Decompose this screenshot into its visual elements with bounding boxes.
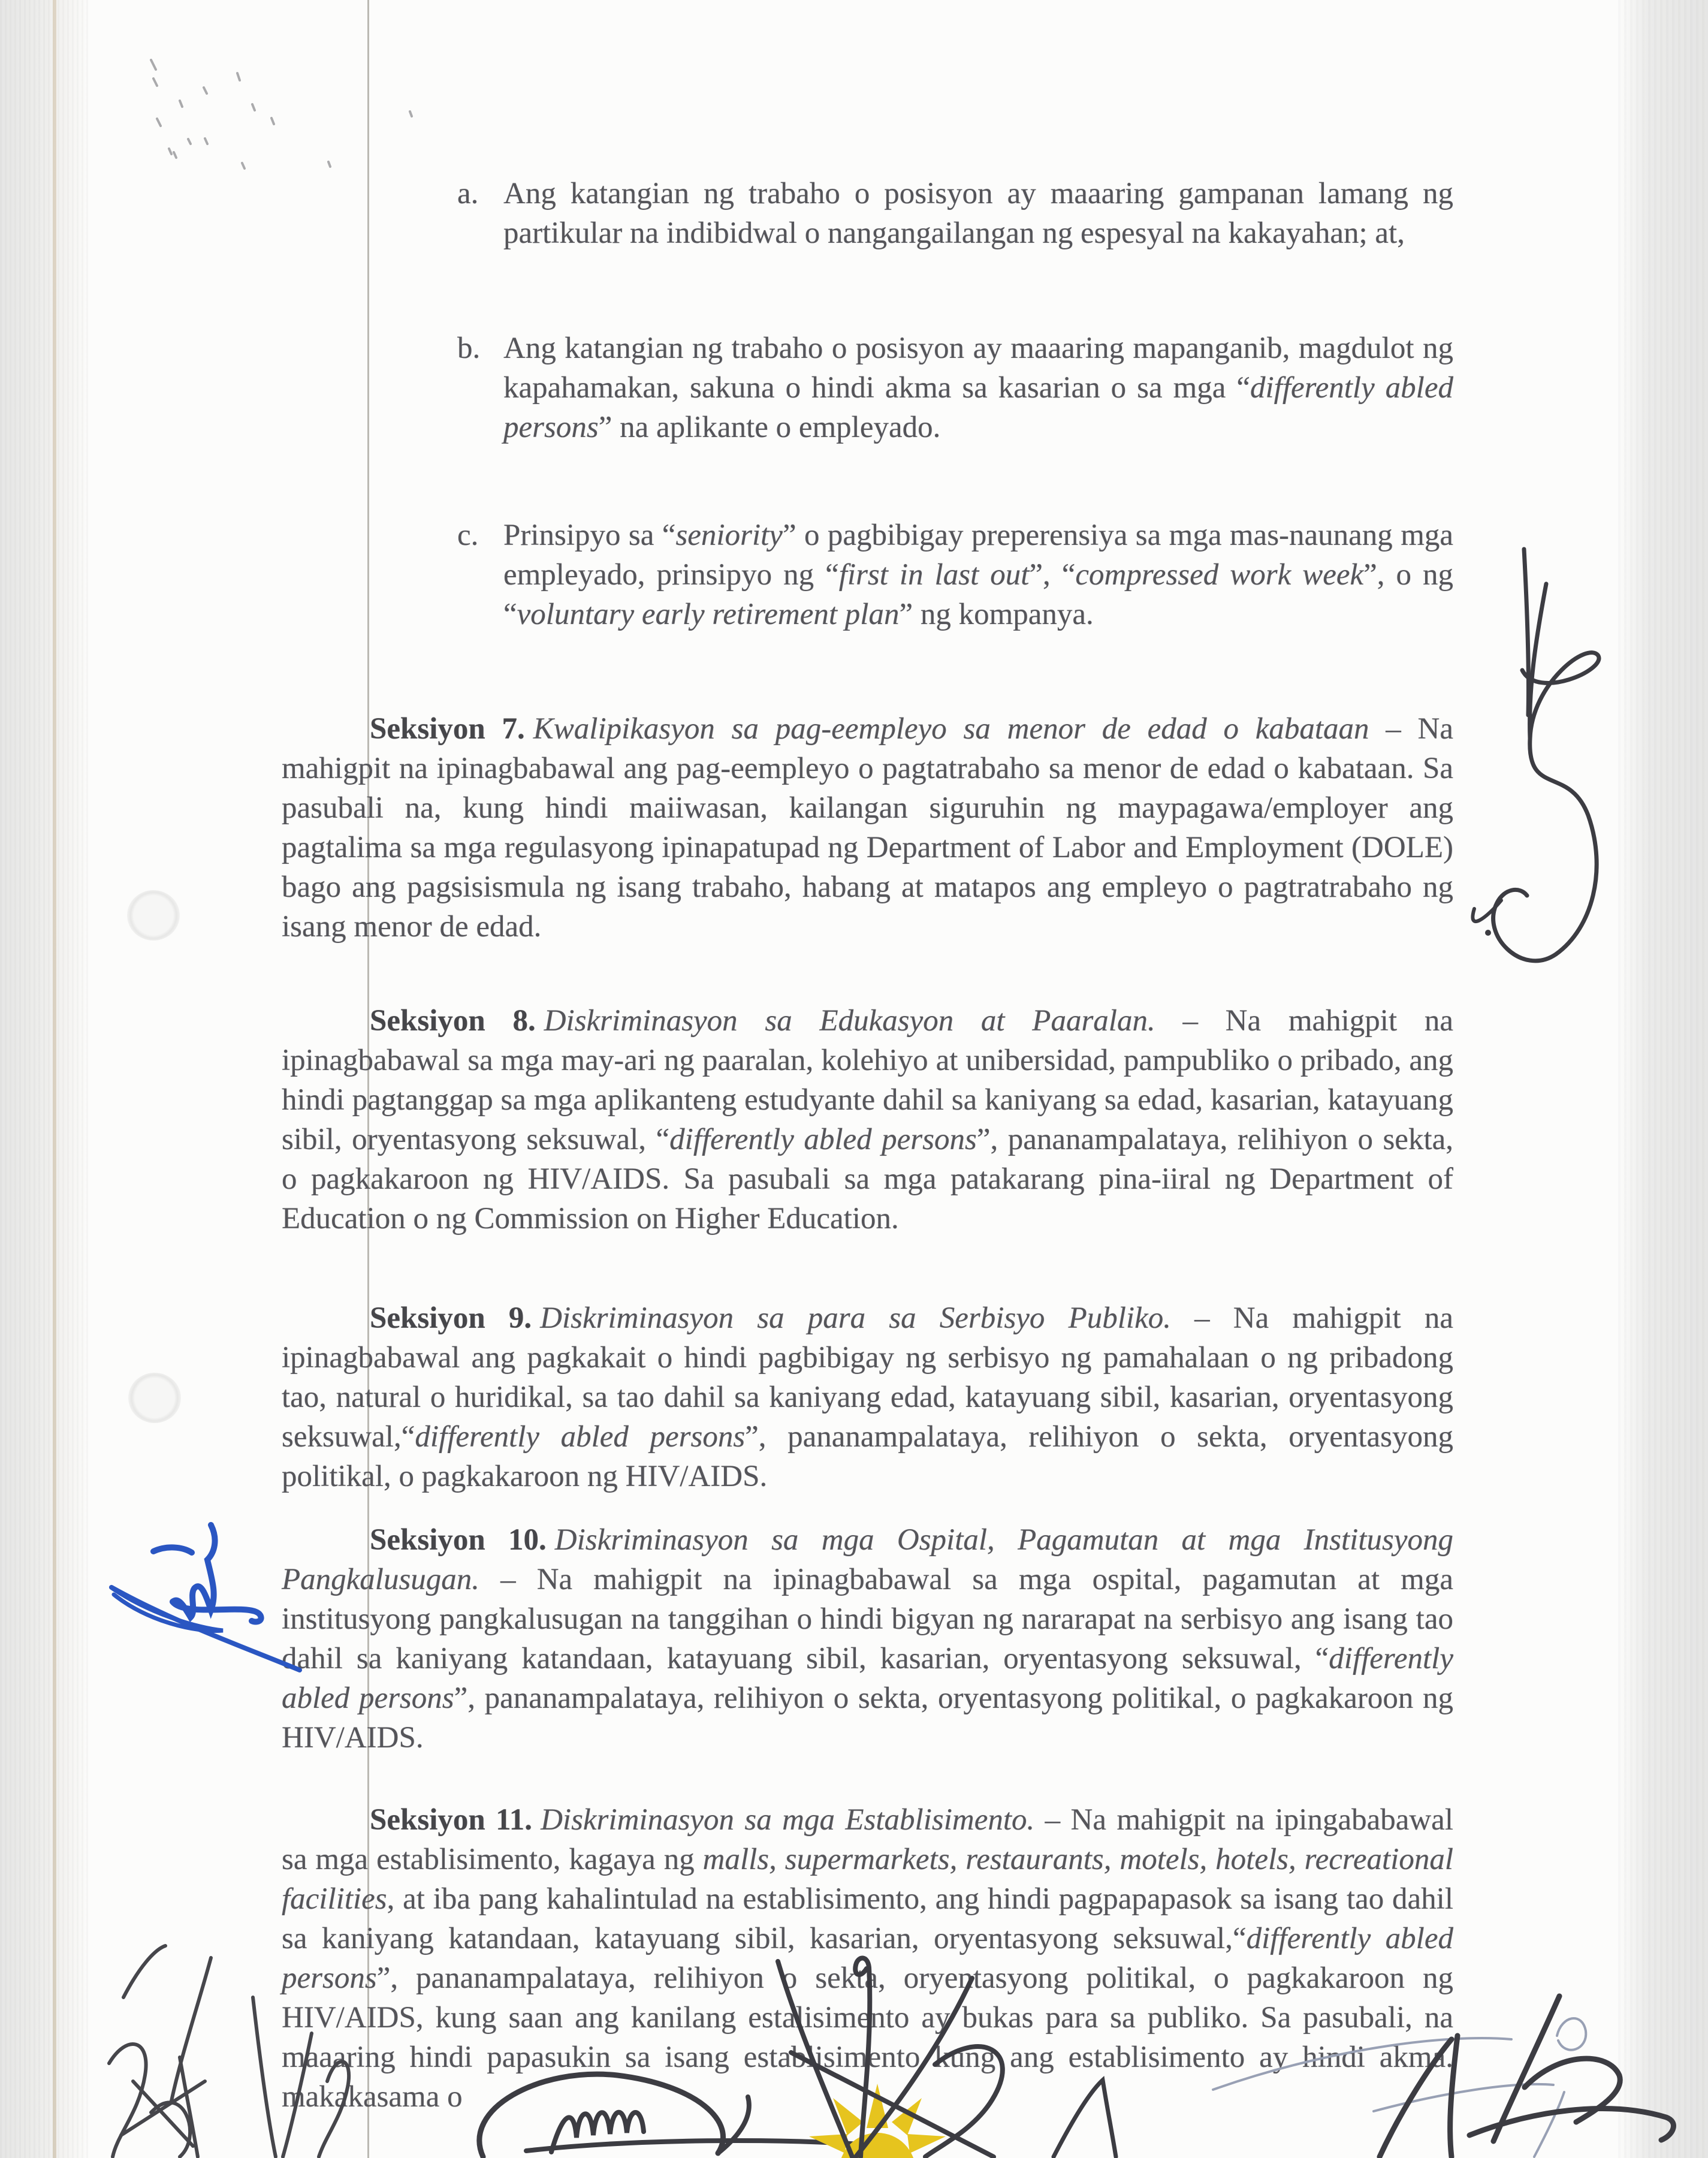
section-10-paragraph: Seksiyon 10. Diskriminasyon sa mga Ospital, Pagamutan at mga Institusyong Pangkalusugan. – Na mahigpit na ipinagbabawal sa mga ospital, pagamutan at mga institusyong pangkalusugan na tanggihan o hindi bigyan ng nararapat na serbisyo ang isang tao dahil sa kaniyang katandaan, katayuang sibil, kasarian, oryentasyong seksuwal, “differently abled persons”, pananampalataya, relihiyon o sekta, oryentasyong politikal, o pagkakaroon ng HIV/AIDS. — [282, 1523, 1453, 1755]
section-7-paragraph: Seksiyon 7. Kwalipikasyon sa pag-eempleyo sa menor de edad o kabataan – Na mahigpit na ipinagbabawal ang pag-eempleyo o pagtatrabaho sa menor de edad o kabataan. Sa pasubali na, kung hindi maiiwasan, kailangan siguruhin ng maypagawa/employer ang pagtalima sa mga regulasyong ipinapatupad ng Department of Labor and Employment (DOLE) bago ang pagsisismula ng isang trabaho, habang at matapos ang empleyo o pagtratrabaho ng isang menor de edad. — [282, 712, 1453, 944]
list-marker: b. — [457, 331, 481, 365]
section-8-paragraph: Seksiyon 8. Diskriminasyon sa Edukasyon at Paaralan. – Na mahigpit na ipinagbabawal sa mga may-ari ng paaralan, kolehiyo at unibersidad, pampubliko o pribado, ang hindi pagtanggap sa mga aplikanteng estudyante dahil sa kaniyang sa edad, kasarian, katayuang sibil, oryentasyong seksuwal, “differently abled persons”, pananampalataya, relihiyon o sekta, o pagkakaroon ng HIV/AIDS. Sa pasubali sa mga patakarang pina-iiral ng Department of Education o ng Commission on Higher Education. — [282, 1004, 1454, 1235]
list-item-b — [457, 328, 1453, 447]
section-11-paragraph: Seksiyon 11. Diskriminasyon sa mga Establisimento. – Na mahigpit na ipingababawal sa mga establisimento, kagaya ng malls, supermarkets, restaurants, motels, hotels, recreational facilities, at iba pang kahalintulad na establisimento, ang hindi pagpapapasok sa isang tao dahil sa kaniyang katandaan, katayuang sibil, kasarian, oryentasyong seksuwal,“differently abled persons”, pananampalataya, relihiyon o sekta, oryentasyong politikal, o pagkakaroon ng HIV/AIDS, kung saan ang kanilang estalisimento ay bukas para sa publiko. Sa pasubali, na maaaring hindi papasukin sa isang establisimento kung ang establisimento ay hindi akma. makakasama o — [282, 1803, 1453, 2114]
list-item-text: Ang katangian ng trabaho o posisyon ay maaaring mapanganib, magdulot ng kapahamakan, sakuna o hindi akma sa kasarian o sa mga “differently abled persons” na aplikante o empleyado. — [503, 331, 1453, 444]
list-item-text: Ang katangian ng trabaho o posisyon ay maaaring gampanan lamang ng partikular na indibidwal o nangangailangan ng espesyal na kakayahan; at, — [503, 177, 1453, 250]
list-item-text: Prinsipyo sa “seniority” o pagbibigay preperensiya sa mga mas-naunang mga empleyado, prinsipyo ng “first in last out”, “compressed work week”, o ng “voluntary early retirement plan” ng kompanya. — [503, 519, 1453, 631]
list-item-c — [457, 516, 1453, 634]
list-item-a — [457, 174, 1453, 253]
section-9-paragraph: Seksiyon 9. Diskriminasyon sa para sa Serbisyo Publiko. – Na mahigpit na ipinagbabawal ang pagkakait o hindi pagbibigay ng serbisyo ng pamahalaan o ng pribadong tao, natural o huridikal, sa tao dahil sa kaniyang edad, katayuang sibil, kasarian, oryentasyong seksuwal,“differently abled persons”, pananampalataya, relihiyon o sekta, oryentasyong politikal, o pagkakaroon ng HIV/AIDS. — [282, 1301, 1453, 1493]
list-marker: c. — [457, 519, 479, 552]
list-marker: a. — [457, 177, 479, 210]
